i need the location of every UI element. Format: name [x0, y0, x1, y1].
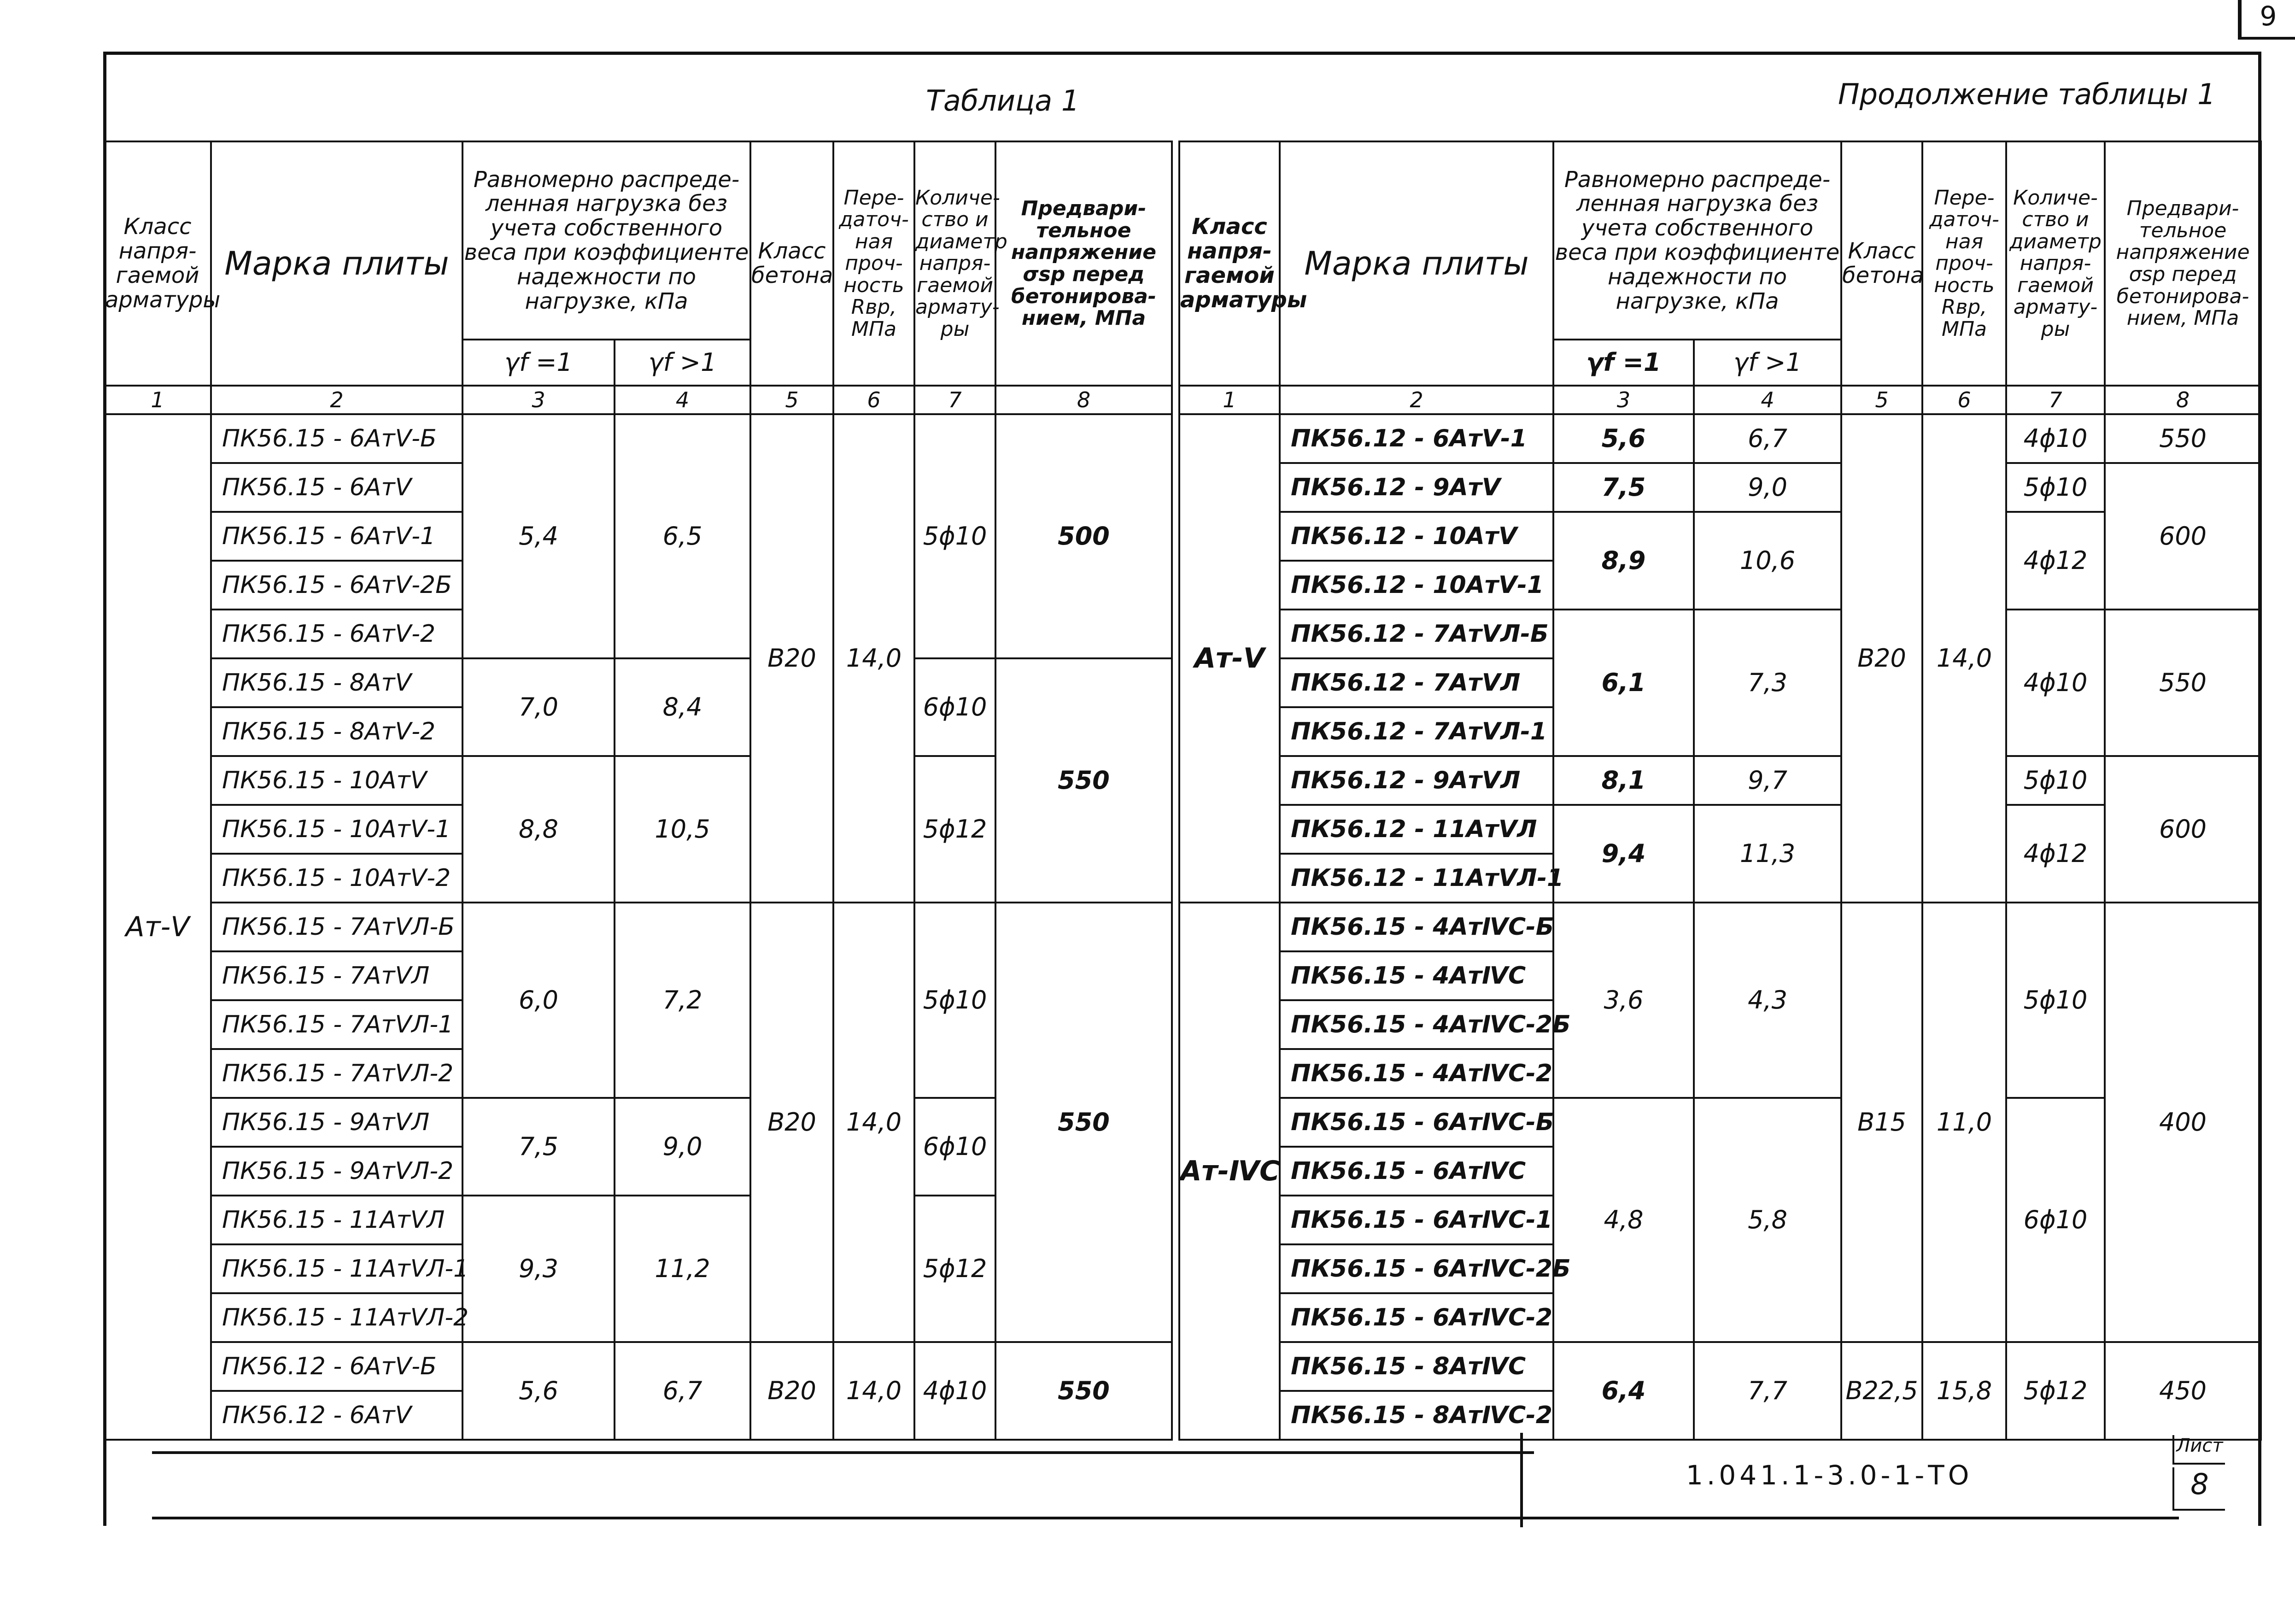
prestress-cell: 550	[995, 658, 1172, 903]
table-row-mark: ПК56.15 - 10АтⅤ-1	[211, 805, 463, 854]
load-gf1: 6,4	[1553, 1342, 1694, 1440]
table-row-mark: ПК56.15 - 7АтⅤЛ-Б	[211, 903, 463, 951]
beton-cell: В20	[750, 1342, 833, 1440]
header-klass: Класс напря-гаемой арматуры	[1179, 141, 1280, 386]
load-gf1: 5,6	[463, 1342, 615, 1440]
col-number: 6	[1922, 386, 2006, 414]
header-load: Равномерно распреде-ленная нагрузка без учета собственного веса при коэффициенте надежности по нагрузке, кПа	[463, 141, 750, 340]
sheet-number: 8	[2172, 1467, 2225, 1511]
load-gf2: 9,7	[1694, 756, 1841, 805]
table-row-mark: ПК56.15 - 4АтⅣС-Б	[1280, 903, 1553, 951]
beton-cell: В20	[750, 903, 833, 1342]
rebar-cell: 5ϕ10	[2006, 756, 2105, 805]
table-row-mark: ПК56.15 - 6АтⅤ-1	[211, 512, 463, 561]
header-strength: Пере-даточ-ная проч-ность Rвр, МПа	[1922, 141, 2006, 386]
load-gf2: 4,3	[1694, 903, 1841, 1098]
table-row-mark: ПК56.12 - 10АтⅤ-1	[1280, 561, 1553, 610]
table-row-mark: ПК56.15 - 6АтⅣС-2Б	[1280, 1244, 1553, 1293]
header-load: Равномерно распреде-ленная нагрузка без учета собственного веса при коэффициенте надежности по нагрузке, кПа	[1553, 141, 1841, 340]
load-gf2: 6,7	[615, 1342, 750, 1440]
right-table	[1178, 141, 2262, 1441]
header-prestress: Предвари-тельное напряжение σsp перед бетонирова-нием, МПа	[2105, 141, 2261, 386]
prestress-cell: 600	[2105, 756, 2261, 903]
header-strength: Пере-даточ-ная проч-ность Rвр, МПа	[833, 141, 914, 386]
load-gf1: 8,1	[1553, 756, 1694, 805]
load-gf1: 6,0	[463, 903, 615, 1098]
table-row-mark: ПК56.15 - 6АтⅤ-2	[211, 610, 463, 658]
table-continuation-title: Продолжение таблицы 1	[1838, 77, 2216, 111]
table-row-mark: ПК56.15 - 6АтⅣС-2	[1280, 1293, 1553, 1342]
table-row-mark: ПК56.15 - 6АтⅤ-Б	[211, 414, 463, 463]
col-number: 7	[914, 386, 995, 414]
table-row-mark: ПК56.15 - 10АтⅤ-2	[211, 854, 463, 903]
col-number: 3	[463, 386, 615, 414]
table-row-mark: ПК56.12 - 11АтⅤЛ-1	[1280, 854, 1553, 903]
table-row-mark: ПК56.15 - 8АтⅣС	[1280, 1342, 1553, 1391]
table-row-mark: ПК56.15 - 7АтⅤЛ	[211, 951, 463, 1000]
table-row-mark: ПК56.12 - 10АтⅤ	[1280, 512, 1553, 561]
col-number: 4	[615, 386, 750, 414]
col-number: 1	[104, 386, 211, 414]
rebar-cell: 5ϕ10	[914, 414, 995, 658]
col-number: 3	[1553, 386, 1694, 414]
table-row-mark: ПК56.15 - 7АтⅤЛ-2	[211, 1049, 463, 1098]
col-number: 1	[1179, 386, 1280, 414]
strength-cell: 14,0	[833, 414, 914, 903]
header-count: Количе-ство и диаметр напря-гаемой армату-ры	[914, 141, 995, 386]
load-gf1: 7,0	[463, 658, 615, 756]
rebar-cell: 5ϕ10	[2006, 903, 2105, 1098]
load-gf2: 8,4	[615, 658, 750, 756]
load-gf2: 7,3	[1694, 610, 1841, 756]
rebar-cell: 5ϕ12	[914, 756, 995, 903]
sheet-label: Лист	[2172, 1435, 2225, 1465]
load-gf2: 9,0	[1694, 463, 1841, 512]
table-row-mark: ПК56.15 - 9АтⅤЛ-2	[211, 1147, 463, 1196]
table-row-mark: ПК56.15 - 6АтⅣС-Б	[1280, 1098, 1553, 1147]
rebar-cell: 4ϕ10	[2006, 414, 2105, 463]
load-gf1: 5,6	[1553, 414, 1694, 463]
col-number: 2	[211, 386, 463, 414]
rebar-cell: 5ϕ10	[2006, 463, 2105, 512]
load-gf2: 6,7	[1694, 414, 1841, 463]
rebar-cell: 4ϕ12	[2006, 512, 2105, 610]
table-row-mark: ПК56.12 - 9АтⅤЛ	[1280, 756, 1553, 805]
header-prestress: Предвари-тельное напряжение σsp перед бетонирова-нием, МПа	[995, 141, 1172, 386]
table-row-mark: ПК56.12 - 6АтⅤ	[211, 1391, 463, 1440]
header-gf2: γf >1	[1694, 340, 1841, 386]
prestress-cell: 400	[2105, 903, 2261, 1342]
class-cell: Ат-Ⅴ	[1179, 414, 1280, 903]
load-gf1: 7,5	[1553, 463, 1694, 512]
class-cell: Ат-ⅣС	[1179, 903, 1280, 1440]
load-gf1: 3,6	[1553, 903, 1694, 1098]
rebar-cell: 6ϕ10	[914, 1098, 995, 1196]
table-row-mark: ПК56.15 - 6АтⅤ	[211, 463, 463, 512]
load-gf1: 9,4	[1553, 805, 1694, 903]
table-row-mark: ПК56.15 - 8АтⅤ	[211, 658, 463, 707]
table-row-mark: ПК56.15 - 4АтⅣС-2Б	[1280, 1000, 1553, 1049]
strength-cell: 15,8	[1922, 1342, 2006, 1440]
strength-cell: 11,0	[1922, 903, 2006, 1342]
load-gf2: 11,2	[615, 1196, 750, 1342]
table-row-mark: ПК56.15 - 6АтⅤ-2Б	[211, 561, 463, 610]
load-gf1: 9,3	[463, 1196, 615, 1342]
strength-cell: 14,0	[833, 1342, 914, 1440]
load-gf1: 5,4	[463, 414, 615, 658]
prestress-cell: 450	[2105, 1342, 2261, 1440]
header-beton: Класс бетона	[1841, 141, 1922, 386]
col-number: 8	[995, 386, 1172, 414]
load-gf1: 7,5	[463, 1098, 615, 1196]
col-number: 7	[2006, 386, 2105, 414]
col-number: 8	[2105, 386, 2261, 414]
beton-cell: В20	[1841, 414, 1922, 903]
load-gf2: 10,5	[615, 756, 750, 903]
beton-cell: В20	[750, 414, 833, 903]
table-row-mark: ПК56.15 - 8АтⅤ-2	[211, 707, 463, 756]
load-gf1: 4,8	[1553, 1098, 1694, 1342]
header-count: Количе-ство и диаметр напря-гаемой армату-ры	[2006, 141, 2105, 386]
load-gf2: 7,2	[615, 903, 750, 1098]
table-row-mark: ПК56.12 - 7АтⅤЛ-1	[1280, 707, 1553, 756]
left-table	[103, 141, 1173, 1441]
stamp-divider	[1520, 1433, 1523, 1527]
table-row-mark: ПК56.12 - 11АтⅤЛ	[1280, 805, 1553, 854]
table-row-mark: ПК56.12 - 6АтⅤ-Б	[211, 1342, 463, 1391]
prestress-cell: 500	[995, 414, 1172, 658]
table-row-mark: ПК56.15 - 4АтⅣС-2	[1280, 1049, 1553, 1098]
table-row-mark: ПК56.15 - 8АтⅣС-2	[1280, 1391, 1553, 1440]
table-row-mark: ПК56.12 - 9АтⅤ	[1280, 463, 1553, 512]
rebar-cell: 5ϕ12	[914, 1196, 995, 1342]
load-gf2: 5,8	[1694, 1098, 1841, 1342]
rebar-cell: 5ϕ10	[914, 903, 995, 1098]
load-gf2: 6,5	[615, 414, 750, 658]
table-row-mark: ПК56.15 - 9АтⅤЛ	[211, 1098, 463, 1147]
col-number: 6	[833, 386, 914, 414]
rebar-cell: 6ϕ10	[2006, 1098, 2105, 1342]
rebar-cell: 5ϕ12	[2006, 1342, 2105, 1440]
prestress-cell: 550	[2105, 414, 2261, 463]
col-number: 5	[1841, 386, 1922, 414]
load-gf2: 9,0	[615, 1098, 750, 1196]
table-row-mark: ПК56.15 - 4АтⅣС	[1280, 951, 1553, 1000]
table-row-mark: ПК56.15 - 7АтⅤЛ-1	[211, 1000, 463, 1049]
class-cell: Ат-Ⅴ	[104, 414, 211, 1440]
rebar-cell: 6ϕ10	[914, 658, 995, 756]
col-number: 2	[1280, 386, 1553, 414]
header-gf1: γf =1	[463, 340, 615, 386]
prestress-cell: 550	[2105, 610, 2261, 756]
prestress-cell: 550	[995, 1342, 1172, 1440]
table-row-mark: ПК56.15 - 6АтⅣС	[1280, 1147, 1553, 1196]
load-gf2: 11,3	[1694, 805, 1841, 903]
load-gf1: 6,1	[1553, 610, 1694, 756]
table-row-mark: ПК56.15 - 11АтⅤЛ-1	[211, 1244, 463, 1293]
prestress-cell: 550	[995, 903, 1172, 1342]
table-row-mark: ПК56.12 - 7АтⅤЛ-Б	[1280, 610, 1553, 658]
header-klass: Класс напря-гаемой арматуры	[104, 141, 211, 386]
table-row-mark: ПК56.12 - 7АтⅤЛ	[1280, 658, 1553, 707]
load-gf1: 8,8	[463, 756, 615, 903]
table-row-mark: ПК56.15 - 10АтⅤ	[211, 756, 463, 805]
strength-cell: 14,0	[833, 903, 914, 1342]
header-gf2: γf >1	[615, 340, 750, 386]
table-row-mark: ПК56.12 - 6АтⅤ-1	[1280, 414, 1553, 463]
rebar-cell: 4ϕ10	[2006, 610, 2105, 756]
table-row-mark: ПК56.15 - 11АтⅤЛ	[211, 1196, 463, 1244]
table-title: Таблица 1	[926, 84, 1080, 117]
beton-cell: В15	[1841, 903, 1922, 1342]
stamp-top-line-left	[152, 1451, 1534, 1454]
col-number: 5	[750, 386, 833, 414]
header-marka: Марка плиты	[1280, 141, 1553, 386]
load-gf1: 8,9	[1553, 512, 1694, 610]
beton-cell: В22,5	[1841, 1342, 1922, 1440]
table-row-mark: ПК56.15 - 11АтⅤЛ-2	[211, 1293, 463, 1342]
load-gf2: 10,6	[1694, 512, 1841, 610]
header-beton: Класс бетона	[750, 141, 833, 386]
page-number: 9	[2238, 0, 2295, 40]
header-marka: Марка плиты	[211, 141, 463, 386]
rebar-cell: 4ϕ12	[2006, 805, 2105, 903]
prestress-cell: 600	[2105, 463, 2261, 610]
header-gf1: γf =1	[1553, 340, 1694, 386]
stamp-bottom-line	[152, 1517, 2179, 1519]
rebar-cell: 4ϕ10	[914, 1342, 995, 1440]
document-code: 1.041.1-3.0-1-ТО	[1686, 1460, 1973, 1491]
strength-cell: 14,0	[1922, 414, 2006, 903]
col-number: 4	[1694, 386, 1841, 414]
load-gf2: 7,7	[1694, 1342, 1841, 1440]
table-row-mark: ПК56.15 - 6АтⅣС-1	[1280, 1196, 1553, 1244]
